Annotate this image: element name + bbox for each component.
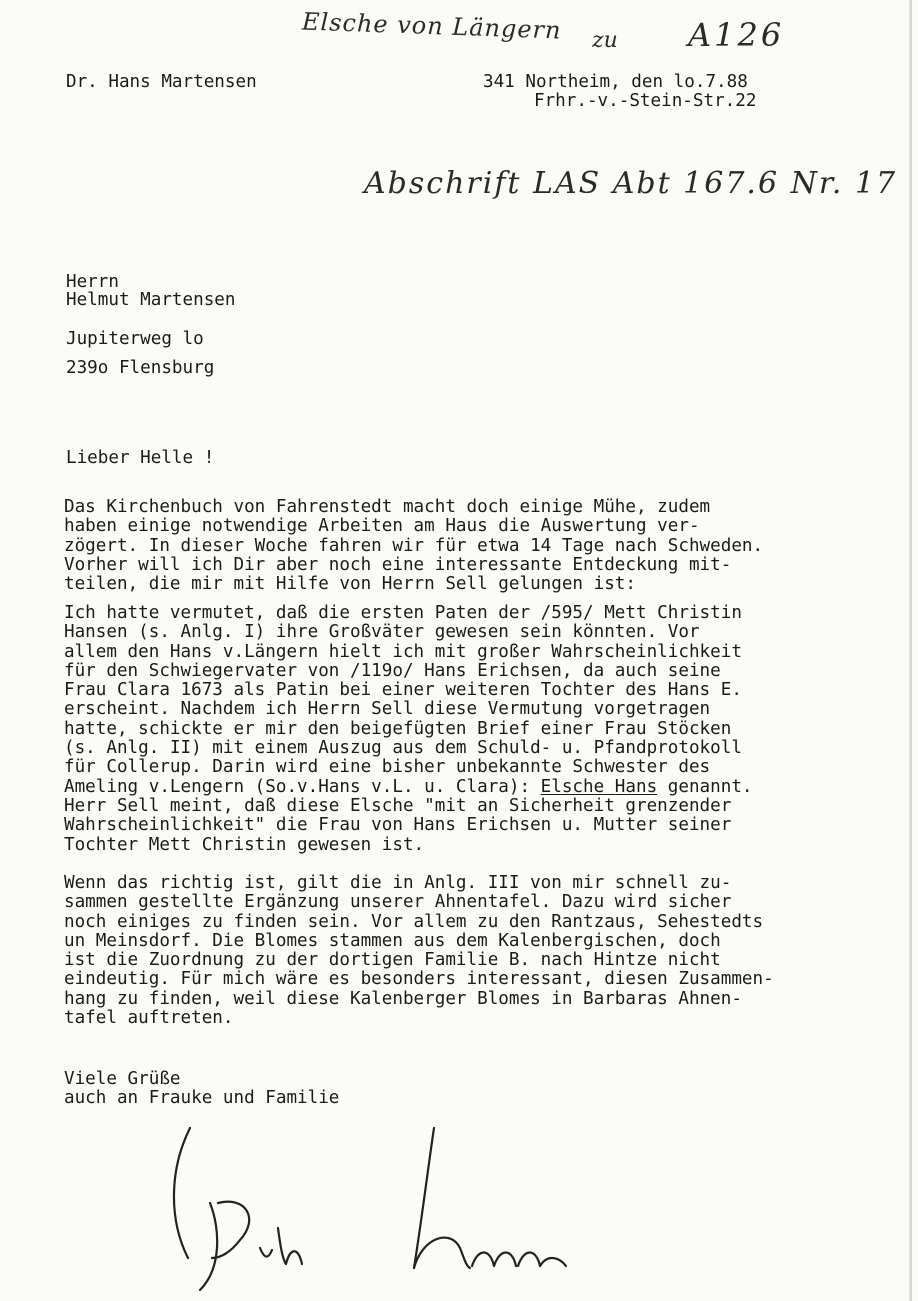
text-segment: Ameling v.Lengern (So.v.Hans v.L. u. Clara): [64, 776, 541, 797]
paragraph-1 [64, 498, 894, 594]
handwritten-ref-prefix: zu [592, 28, 618, 53]
underlined-name: Elsche Hans [540, 776, 658, 797]
text-line: Wahrscheinlichkeit" die Frau von Hans Erichsen u. Mutter seiner [64, 815, 732, 836]
sender-street: Frhr.-v.-Stein-Str.22 [534, 91, 757, 111]
text-line: eindeutig. Für mich wäre es besonders interessant, diesen Zusammen- [64, 969, 774, 990]
text-line: sammen gestellte Ergänzung unserer Ahnentafel. Dazu wird sicher [64, 892, 732, 913]
greeting: Lieber Helle ! [66, 448, 215, 468]
sender-name: Dr. Hans Martensen [66, 72, 257, 92]
text-line: erscheint. Nachdem ich Herrn Sell diese Vermutung vorgetragen [64, 699, 711, 720]
closing-line: Viele Grüße [64, 1069, 181, 1089]
text-line: hang zu finden, weil diese Kalenberger Blomes in Barbaras Ahnen- [64, 988, 742, 1009]
text-line: noch einiges zu finden sein. Vor allem zu den Rantzaus, Sehestedts [64, 911, 764, 932]
text-line: haben einige notwendige Arbeiten am Haus die Auswertung ver- [64, 516, 700, 537]
handwritten-name-note: Elsche von Längern [301, 7, 562, 45]
text-segment: genannt. [657, 776, 753, 797]
text-line: für Collerup. Darin wird eine bisher unbekannte Schwester des [64, 757, 711, 778]
recipient-salutation: Herrn [66, 272, 119, 292]
text-line: teilen, die mir mit Hilfe von Herrn Sell gelungen ist: [64, 574, 636, 595]
closing-line: auch an Frauke und Familie [64, 1088, 340, 1109]
handwritten-source-note: Abschrift LAS Abt 167.6 Nr. 17 [364, 166, 898, 201]
text-line: Das Kirchenbuch von Fahrenstedt macht doch einige Mühe, zudem [64, 497, 711, 517]
text-line: zögert. In dieser Woche fahren wir für etwa 14 Tage nach Schweden. [64, 535, 764, 556]
text-line: allem den Hans v.Längern hielt ich mit großer Wahrscheinlichkeit [64, 641, 742, 662]
text-line: ist die Zuordnung zu der dortigen Familie B. nach Hintze nicht [64, 950, 721, 971]
text-line-with-underline [64, 778, 894, 797]
handwritten-ref-number: A126 [688, 16, 785, 54]
recipient-city: 239o Flensburg [66, 358, 215, 378]
text-line: Frau Clara 1673 als Patin bei einer weiteren Tochter des Hans E. [64, 680, 742, 701]
text-line: Tochter Mett Christin gewesen ist. [64, 834, 425, 855]
closing [64, 1070, 894, 1109]
page-edge-shadow [909, 0, 912, 1301]
text-line: Ich hatte vermutet, daß die ersten Paten der /595/ Mett Christin [64, 603, 742, 623]
handwritten-signature [160, 1108, 600, 1294]
text-line: (s. Anlg. II) mit einem Auszug aus dem Schuld- u. Pfandprotokoll [64, 738, 742, 759]
paragraph-3 [64, 874, 894, 1028]
text-line: Herr Sell meint, daß diese Elsche "mit an Sicherheit grenzender [64, 795, 732, 816]
text-line: Vorher will ich Dir aber noch eine interessante Entdeckung mit- [64, 554, 732, 575]
text-line: tafel auftreten. [64, 1008, 234, 1029]
text-line: un Meinsdorf. Die Blomes stammen aus dem Kalenbergischen, doch [64, 930, 721, 951]
recipient-street: Jupiterweg lo [66, 329, 204, 349]
paragraph-2 [64, 604, 894, 855]
text-line: hatte, schickte er mir den beigefügten Brief einer Frau Stöcken [64, 718, 732, 739]
sender-place-date: 341 Northeim, den lo.7.88 [483, 72, 748, 92]
recipient-name: Helmut Martensen [66, 290, 236, 310]
text-line: Wenn das richtig ist, gilt die in Anlg. III von mir schnell zu- [64, 873, 732, 893]
text-line: für den Schwiegervater von /119o/ Hans Erichsen, da auch seine [64, 660, 721, 681]
text-line: Hansen (s. Anlg. I) ihre Großväter gewesen sein könnten. Vor [64, 622, 700, 643]
